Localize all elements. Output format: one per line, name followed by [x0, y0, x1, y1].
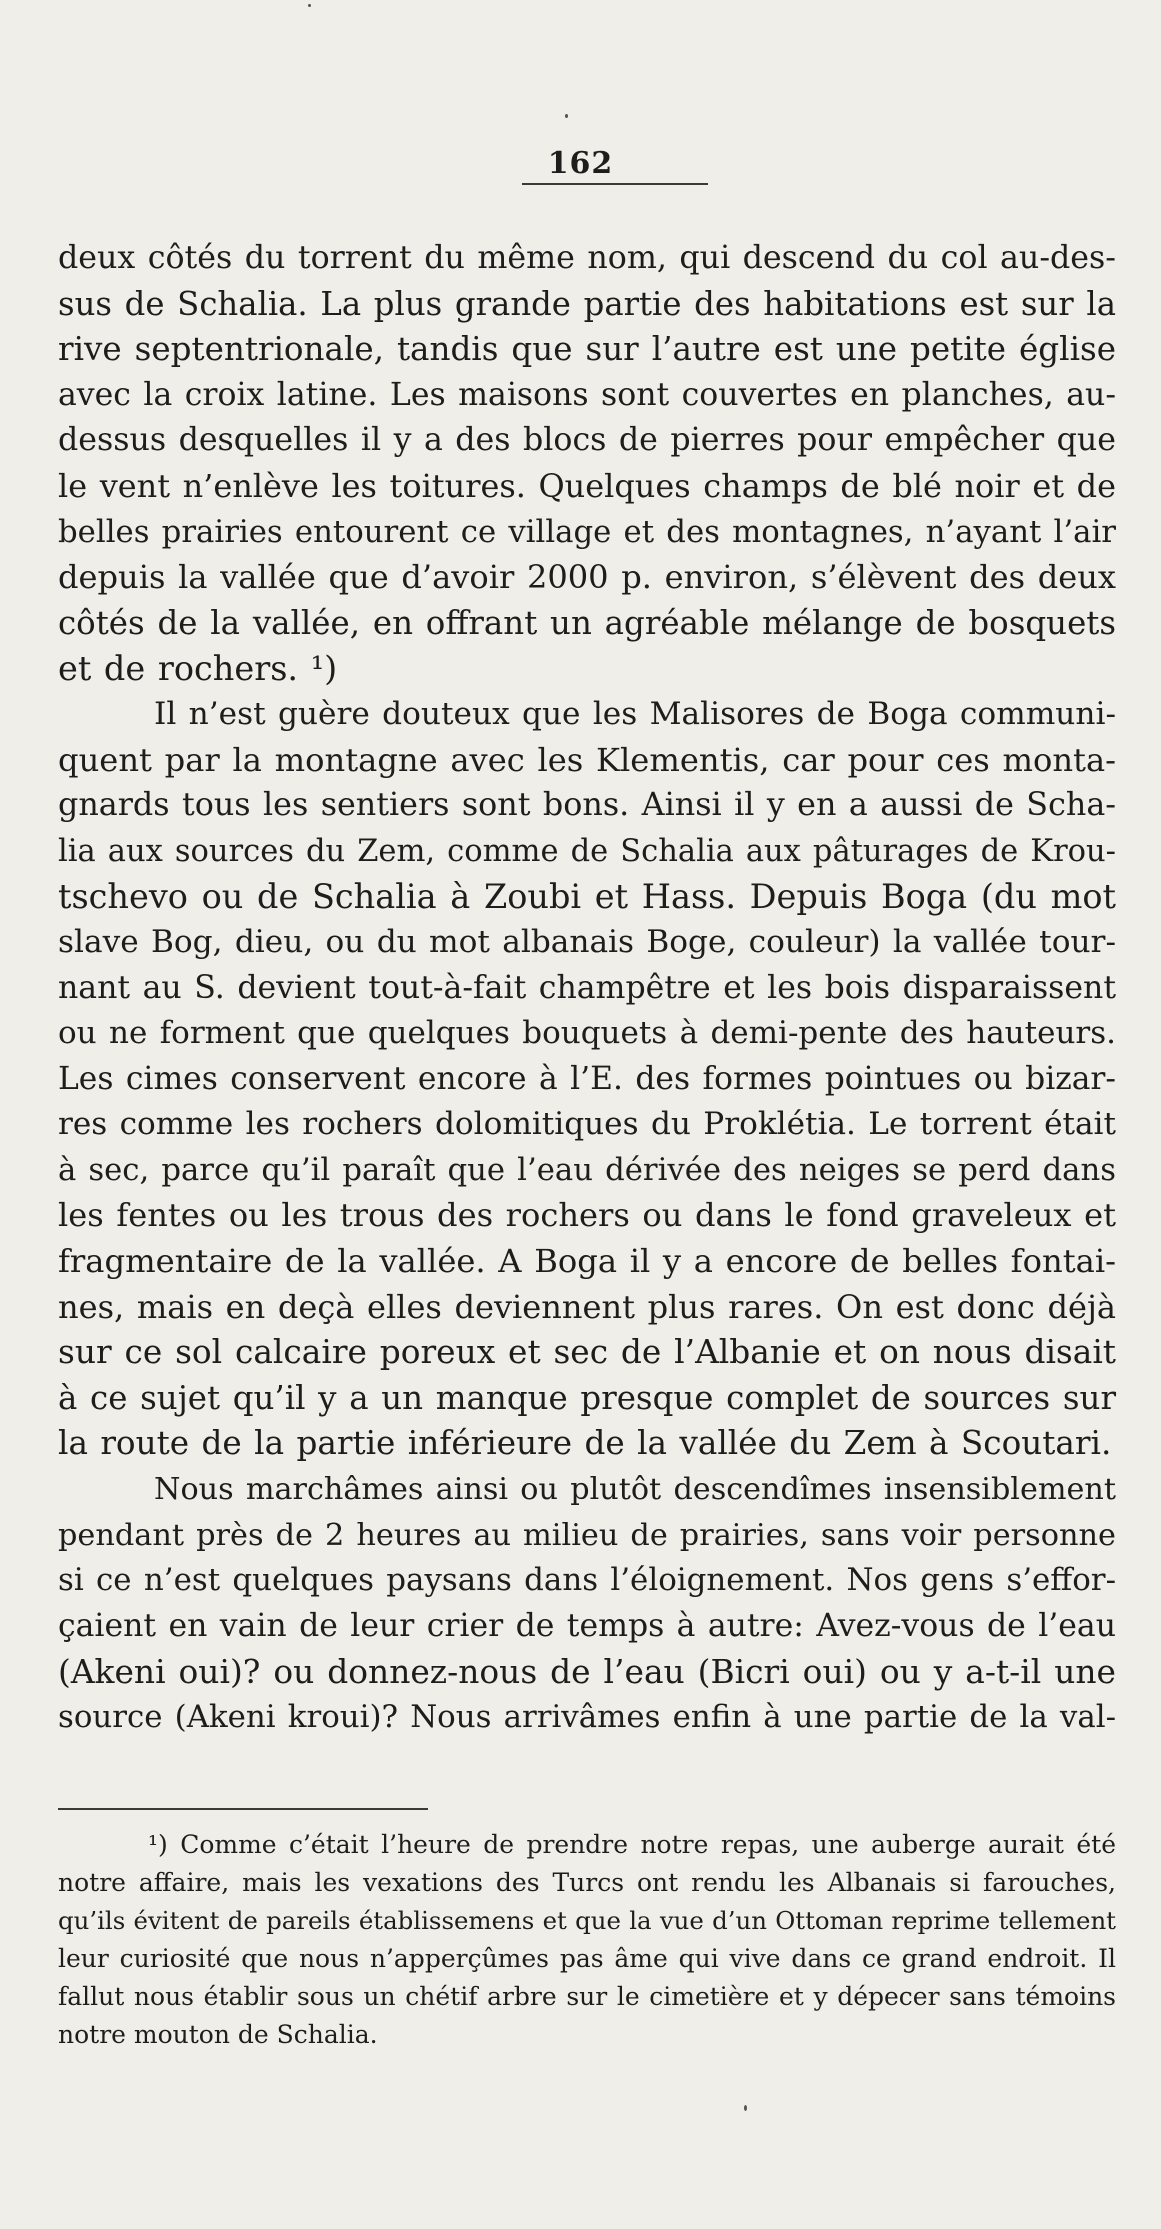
page-number: 162	[547, 146, 614, 181]
paper-speck	[744, 2105, 747, 2111]
body-line: res comme les rochers dolomitiques du Proklétia. Le torrent était	[58, 1106, 1116, 1143]
body-line: source (Akeni kroui)? Nous arrivâmes enfin à une partie de la val-	[58, 1699, 1116, 1735]
body-line: (Akeni oui)? ou donnez-nous de l’eau (Bicri oui) ou y a-t-il une	[58, 1652, 1116, 1692]
body-line: avec la croix latine. Les maisons sont couvertes en planches, au-	[58, 376, 1116, 413]
body-line: Les cimes conservent encore à l’E. des formes pointues ou bizar-	[58, 1060, 1116, 1097]
body-line: lia aux sources du Zem, comme de Schalia aux pâturages de Krou-	[58, 833, 1116, 869]
body-line: ou ne forment que quelques bouquets à demi-pente des hauteurs.	[58, 1015, 1116, 1052]
body-line: depuis la vallée que d’avoir 2000 p. environ, s’élèvent des deux	[58, 558, 1116, 597]
body-line: sus de Schalia. La plus grande partie des habitations est sur la	[58, 284, 1116, 323]
body-line: pendant près de 2 heures au milieu de prairies, sans voir personne	[58, 1517, 1116, 1553]
body-line: nant au S. devient tout-à-fait champêtre et les bois disparaissent	[58, 969, 1116, 1006]
body-line: nes, mais en deçà elles deviennent plus rares. On est donc déjà	[58, 1287, 1116, 1326]
footnotes	[58, 1826, 1116, 2054]
body-line: dessus desquelles il y a des blocs de pierres pour empêcher que	[58, 422, 1116, 459]
body-text	[58, 236, 1116, 1741]
body-line: sur ce sol calcaire poreux et sec de l’Albanie et on nous disait	[58, 1333, 1116, 1372]
paper-speck	[565, 114, 568, 118]
body-line: le vent n’enlève les toitures. Quelques champs de blé noir et de	[58, 466, 1116, 505]
body-line: Il n’est guère douteux que les Malisores de Boga communi-	[154, 695, 1116, 732]
body-line: si ce n’est quelques paysans dans l’éloignement. Nos gens s’effor-	[58, 1562, 1116, 1599]
footnote-line: leur curiosité que nous n’apperçûmes pas âme qui vive dans ce grand endroit. Il	[58, 1944, 1116, 1973]
footnote-rule	[58, 1808, 428, 1810]
footnote-line: ¹) Comme c’était l’heure de prendre notre repas, une auberge aurait été	[148, 1830, 1116, 1859]
body-line: slave Bog, dieu, ou du mot albanais Boge, couleur) la vallée tour-	[58, 923, 1116, 960]
body-line: tschevo ou de Schalia à Zoubi et Hass. Depuis Boga (du mot	[58, 877, 1116, 917]
footnote-line: fallut nous établir sous un chétif arbre sur le cimetière et y dépecer sans témoins	[58, 1982, 1116, 2011]
body-line: la route de la partie inférieure de la vallée du Zem à Scoutari.	[58, 1424, 1112, 1463]
paper-speck	[308, 4, 311, 7]
body-line: côtés de la vallée, en offrant un agréable mélange de bosquets	[58, 603, 1116, 642]
body-line: gnards tous les sentiers sont bons. Ainsi il y en a aussi de Scha-	[58, 787, 1116, 824]
body-line: et de rochers. ¹)	[58, 649, 338, 689]
body-line: belles prairies entourent ce village et des montagnes, n’ayant l’air	[58, 513, 1116, 550]
body-line: rive septentrionale, tandis que sur l’autre est une petite église	[58, 330, 1116, 369]
body-line: fragmentaire de la vallée. A Boga il y a encore de belles fontai-	[58, 1242, 1116, 1281]
body-line: Nous marchâmes ainsi ou plutôt descendîmes insensiblement	[154, 1472, 1116, 1508]
header-rule	[522, 183, 708, 185]
body-line: quent par la montagne avec les Klementis, car pour ces monta-	[58, 740, 1116, 779]
body-line: les fentes ou les trous des rochers ou dans le fond graveleux et	[58, 1196, 1116, 1235]
body-line: çaient en vain de leur crier de temps à autre: Avez-vous de l’eau	[58, 1607, 1116, 1644]
body-line: deux côtés du torrent du même nom, qui descend du col au-des-	[58, 240, 1116, 276]
body-line: à sec, parce qu’il paraît que l’eau dérivée des neiges se perd dans	[58, 1151, 1116, 1188]
footnote-line: notre affaire, mais les vexations des Turcs ont rendu les Albanais si farouches,	[58, 1868, 1116, 1897]
footnote-line: qu’ils évitent de pareils établissemens et que la vue d’un Ottoman reprime tellement	[58, 1906, 1116, 1935]
footnote-line: notre mouton de Schalia.	[58, 2020, 378, 2049]
body-line: à ce sujet qu’il y a un manque presque complet de sources sur	[58, 1378, 1116, 1417]
